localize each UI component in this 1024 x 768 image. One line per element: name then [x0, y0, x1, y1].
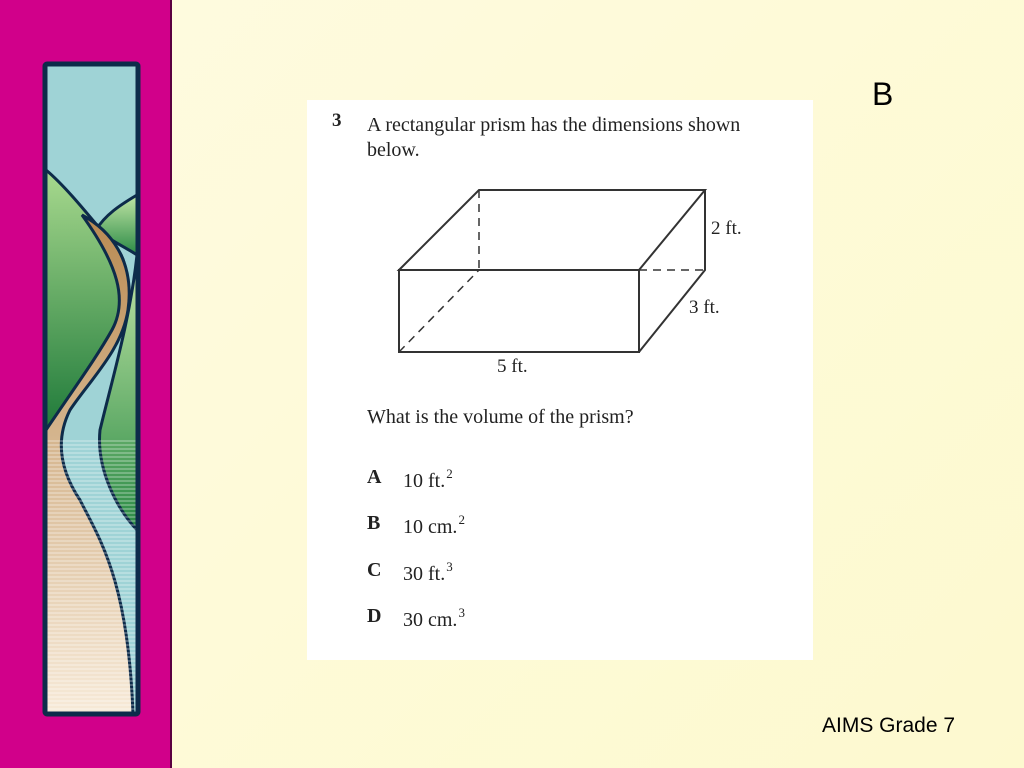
choice-letter: C — [367, 559, 382, 581]
question-card — [307, 100, 813, 660]
depth-label: 3 ft. — [689, 297, 720, 318]
prism-top-face — [399, 190, 705, 270]
choice-value: 10 cm. — [403, 516, 458, 538]
choice-value: 30 cm. — [403, 609, 458, 631]
prism-right-edges — [639, 190, 705, 352]
choice-letter: D — [367, 605, 382, 627]
choice-exponent: 2 — [446, 466, 453, 481]
choice-exponent: 3 — [458, 605, 465, 620]
choice-exponent: 3 — [446, 559, 453, 574]
width-label: 5 ft. — [497, 356, 528, 377]
prism-diagram — [307, 100, 813, 400]
choice-letter: A — [367, 466, 382, 488]
landscape-illustration — [0, 0, 170, 768]
answer-letter: B — [872, 76, 894, 112]
choice-value: 30 ft. — [403, 563, 446, 585]
choice-value: 10 ft. — [403, 470, 446, 492]
question-prompt: What is the volume of the prism? — [367, 406, 634, 428]
decorative-side-panel — [0, 0, 172, 768]
question-number: 3 — [332, 110, 342, 131]
question-stem: A rectangular prism has the dimensions shown below. — [367, 114, 741, 161]
choice-letter: B — [367, 512, 381, 534]
prism-front-face — [399, 270, 639, 352]
footer-label: AIMS Grade 7 — [822, 714, 956, 737]
height-label: 2 ft. — [711, 218, 742, 239]
hidden-edge-diagonal — [399, 270, 479, 352]
choice-exponent: 2 — [458, 512, 465, 527]
